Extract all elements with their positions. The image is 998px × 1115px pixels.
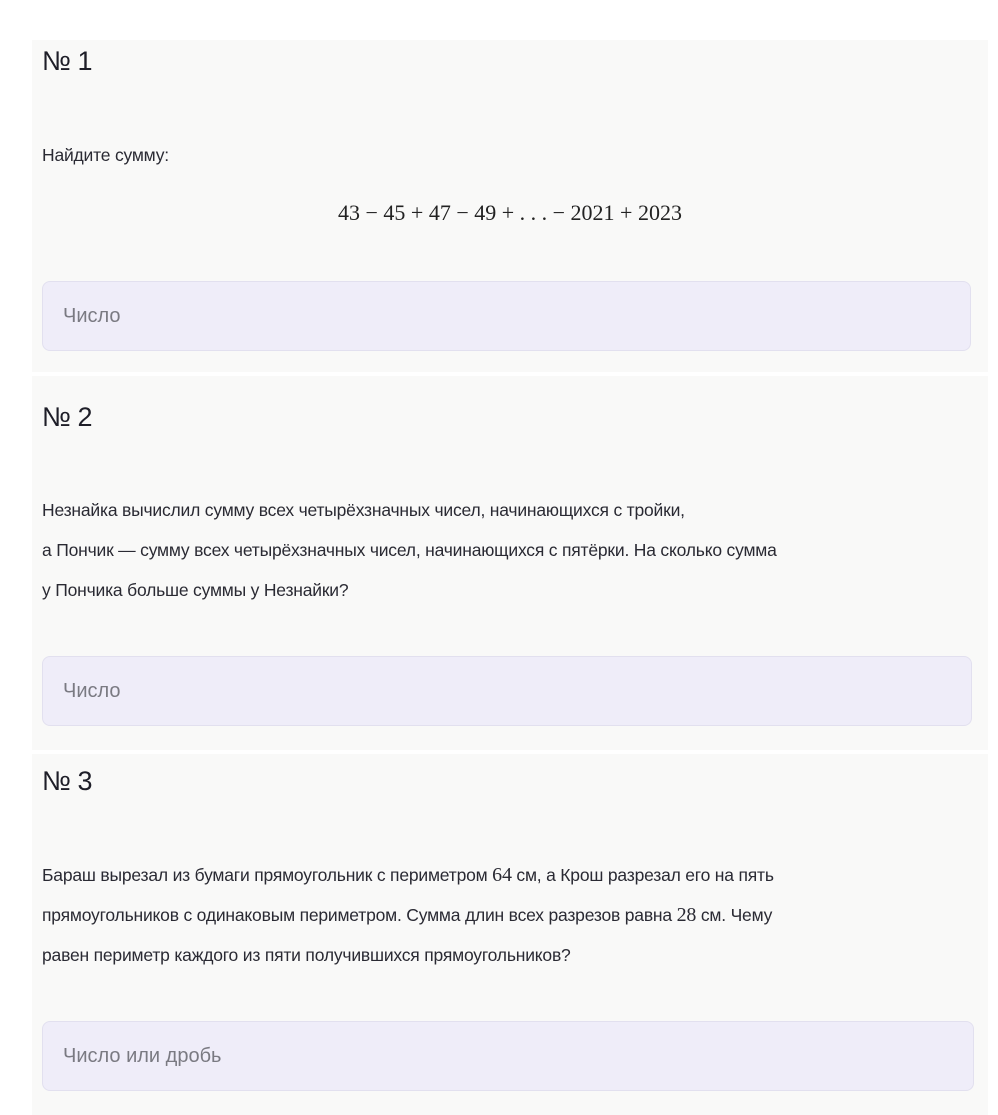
task-text-line: а Пончик — сумму всех четырёхзначных чисел, начинающихся с пятёрки. На сколько сумма — [42, 540, 777, 560]
number-64: 64 — [492, 864, 512, 886]
task-text-line: у Пончика больше суммы у Незнайки? — [42, 580, 349, 600]
answer-input[interactable] — [42, 281, 971, 351]
task-card-2 — [32, 376, 988, 750]
task-text: Найдите сумму: — [42, 145, 169, 165]
text-segment: Бараш вырезал из бумаги прямоугольник с периметром — [42, 865, 493, 885]
answer-input[interactable] — [42, 656, 972, 726]
task-text — [42, 490, 970, 610]
task-text-line — [42, 855, 970, 895]
text-segment: прямоугольников с одинаковым периметром. Сумма длин всех разрезов равна — [42, 905, 677, 925]
text-segment: см, а Крош разрезал его на пять — [511, 865, 774, 885]
answer-input[interactable] — [42, 1021, 974, 1091]
task-card-3 — [32, 754, 988, 1115]
task-card-1 — [32, 40, 988, 372]
task-number: № 1 — [42, 46, 92, 76]
task-formula: 43 − 45 + 47 − 49 + . . . − 2021 + 2023 — [338, 200, 682, 225]
task-text-line: равен периметр каждого из пяти получившихся прямоугольников? — [42, 945, 571, 965]
task-number: № 2 — [42, 402, 92, 432]
number-28: 28 — [676, 904, 697, 926]
task-number: № 3 — [42, 766, 92, 796]
text-segment: см. Чему — [696, 905, 773, 925]
task-text-line: Незнайка вычислил сумму всех четырёхзначных чисел, начинающихся с тройки, — [42, 500, 685, 520]
task-text — [42, 855, 970, 975]
task-text-line — [42, 895, 970, 935]
